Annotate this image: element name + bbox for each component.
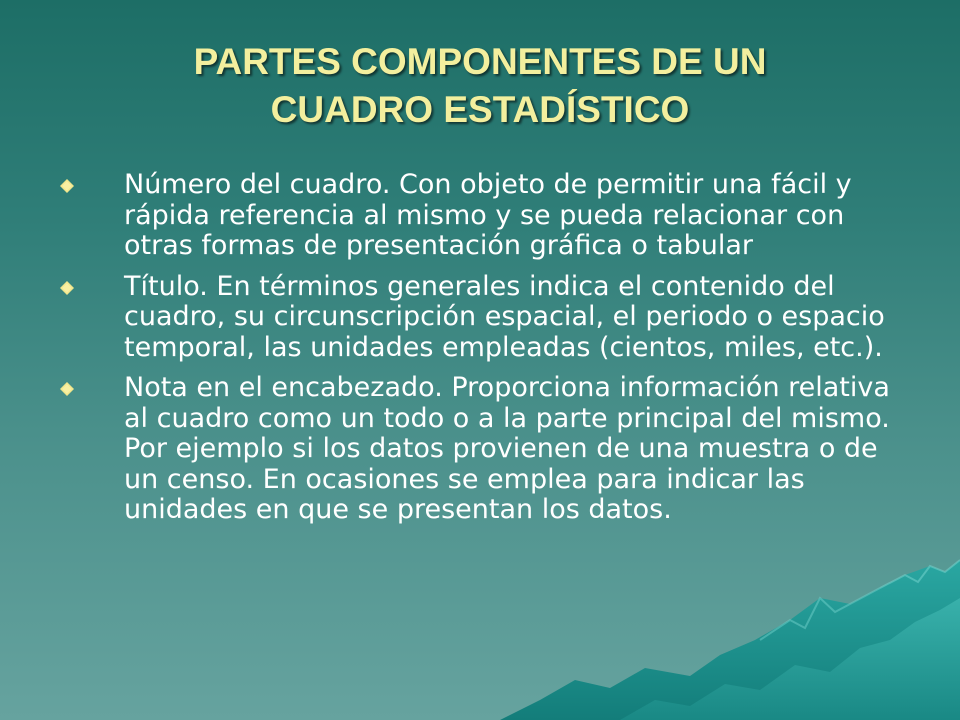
list-item [58, 170, 918, 262]
list-item-text: Número del cuadro. Con objeto de permitir una fácil y rápida referencia al mismo y se pueda relacionar con otras formas de presentación gráfica o tabular [124, 169, 852, 261]
diamond-bullet-icon [60, 382, 74, 396]
diamond-bullet-icon [60, 281, 74, 295]
slide-title-line-2: CUADRO ESTADÍSTICO [270, 89, 690, 130]
bullet-list [58, 170, 918, 536]
slide-title [80, 38, 880, 134]
diamond-bullet-icon [60, 179, 74, 193]
list-item [58, 272, 918, 364]
list-item-text: Nota en el encabezado. Proporciona información relativa al cuadro como un todo o a la parte principal del mismo. Por ejemplo si los datos provienen de una muestra o de un censo. En ocasiones se emplea para indicar las unidades en que se presentan los datos. [124, 372, 890, 525]
slide-title-line-1: PARTES COMPONENTES DE UN [193, 41, 767, 82]
list-item [58, 373, 918, 526]
list-item-text: Título. En términos generales indica el contenido del cuadro, su circunscripción espacial, el periodo o espacio temporal, las unidades empleadas (cientos, miles, etc.). [124, 270, 885, 363]
